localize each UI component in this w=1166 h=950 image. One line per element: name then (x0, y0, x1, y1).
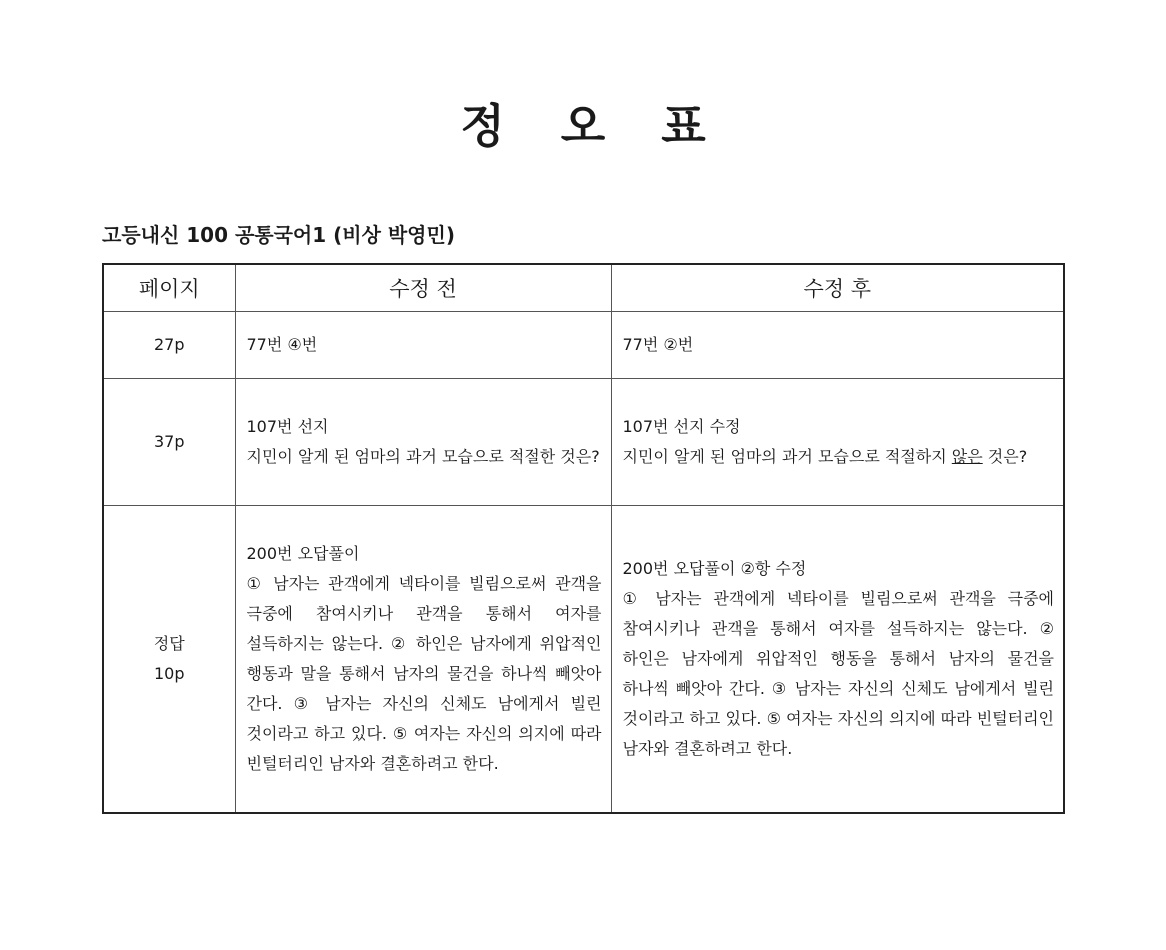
before-text: 지민이 알게 된 엄마의 과거 모습으로 적절한 것은? (246, 447, 600, 466)
after-heading: 107번 선지 수정 (622, 417, 741, 436)
header-page: 페이지 (103, 264, 235, 312)
page-number: 10p (153, 664, 185, 683)
after-cell (611, 312, 1064, 379)
page-cell: 37p (103, 379, 235, 506)
page-cell: 27p (103, 312, 235, 379)
header-after: 수정 후 (611, 264, 1064, 312)
document-title: 정 오 표 (460, 99, 726, 153)
after-text: ① 남자는 관객에게 넥타이를 빌림으로써 관객을 극중에 참여시키나 관객을 통해서 여자를 설득하지는 않는다. ② 하인은 남자에게 위압적인 행동을 통해서 남자의 물건을 하나씩 빼앗아 간다. ③ 남자는 자신의 신체도 남에게서 빌린 것이라고 하고 있다. ⑤ 여자는 자신의 의지에 따라 빈털터리인 남자와 결혼하려고 한다. (622, 589, 1054, 758)
after-text (623, 442, 1055, 472)
page-cell (103, 506, 235, 814)
after-heading: 200번 오답풀이 ②항 수정 (622, 559, 807, 578)
table-row (103, 379, 1064, 506)
before-text: 77번 ④번 (246, 335, 318, 354)
before-cell (235, 379, 611, 506)
before-heading: 107번 선지 (246, 417, 329, 436)
after-text-part1: 지민이 알게 된 엄마의 과거 모습으로 적절하지 (622, 447, 952, 466)
table-header-row (103, 264, 1064, 312)
after-cell (611, 506, 1064, 814)
book-subtitle: 고등내신 100 공통국어1 (비상 박영민) (102, 223, 455, 247)
page-label: 정답 (153, 634, 185, 653)
before-text: ① 남자는 관객에게 넥타이를 빌림으로써 관객을 극중에 참여시키나 관객을 통해서 여자를 설득하지는 않는다. ② 하인은 남자에게 위압적인 행동과 말을 통해서 남자의 물건을 하나씩 빼앗아 간다. ③ 남자는 자신의 신체도 남에게서 빌린 것이라고 하고 있다. ⑤ 여자는 자신의 의지에 따라 빈털터리인 남자와 결혼하려고 한다. (246, 574, 602, 773)
table-row (103, 312, 1064, 379)
table-row (103, 506, 1064, 814)
after-text-underlined: 않은 (951, 447, 983, 466)
before-cell (235, 506, 611, 814)
header-before: 수정 전 (235, 264, 611, 312)
after-text-part2: 것은? (982, 447, 1028, 466)
before-heading: 200번 오답풀이 (246, 544, 360, 563)
after-text: 77번 ②번 (622, 335, 694, 354)
after-cell (611, 379, 1064, 506)
before-cell (235, 312, 611, 379)
errata-table (102, 263, 1065, 814)
